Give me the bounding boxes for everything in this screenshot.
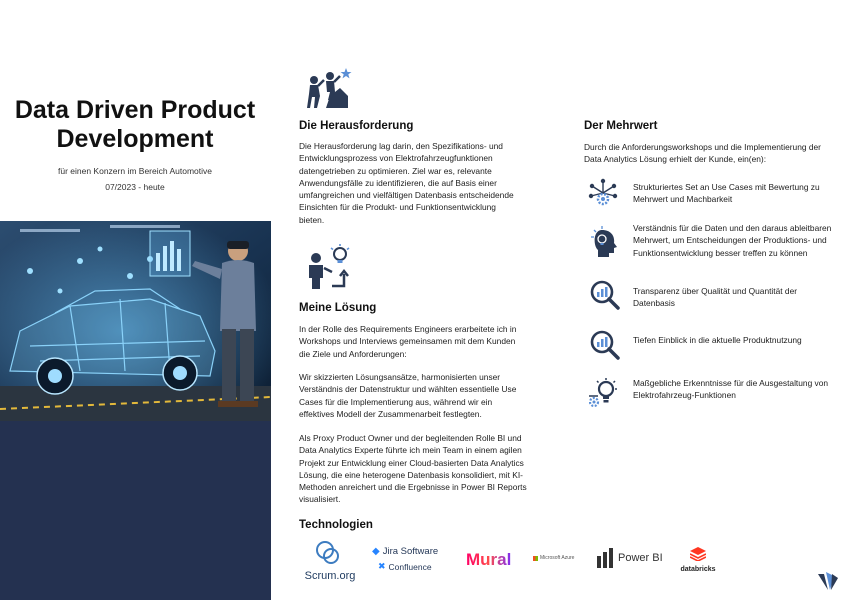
azure-logo: [533, 555, 585, 561]
challenge-heading: Die Herausforderung: [299, 120, 414, 132]
solution-paragraph-3: Als Proxy Product Owner und der begleitenden Rolle BI und Data Analytics Experte führte ich mein Team in einem agilen Projekt zur Entwicklung einer Cloud-basierten Data Analytics Lösung, die eine heterogene Datenbasis konsolidiert, mit KI-Methoden anreichert und die Ergebnisse in Power BI Reports visualisiert.: [299, 433, 527, 505]
value-intro: Durch die Anforderungsworkshops und die Implementierung der Data Analytics Lösung erhielt der Kunde, ein(en):: [584, 142, 821, 165]
magnifier-chart-icon: [590, 330, 620, 360]
mural-logo-text: Mural: [466, 550, 512, 569]
title-line-2: Development: [56, 125, 214, 153]
title-line-1: Data Driven Product: [14, 96, 256, 124]
value-item-1: Strukturiertes Set an Use Cases mit Bewertung zu Mehrwert und Machbarkeit: [633, 182, 820, 205]
power-bi-logo-text: Power BI: [618, 552, 663, 564]
subtitle: für einen Konzern im Bereich Automotive: [57, 166, 213, 176]
head-lightbulb-icon: [590, 226, 620, 256]
solution-paragraph-1: In der Rolle des Requirements Engineers erarbeitete ich in Workshops und Interviews gemeinsamen mit dem Kunden die Ziele und Anforderungen:: [299, 324, 517, 359]
page-title: [0, 96, 270, 154]
microsoft-icon: [533, 556, 538, 561]
person-idea-icon: [302, 244, 352, 290]
confluence-logo-text: Confluence: [388, 561, 432, 572]
value-item-5: Maßgebliche Erkenntnisse für die Ausgestaltung von Elektrofahrzeug-Funktionen: [633, 378, 829, 401]
team-climbing-icon: [300, 66, 352, 110]
solution-heading: Meine Lösung: [299, 302, 377, 314]
technologies-heading: Technologien: [299, 519, 373, 531]
hero-image-car-hologram: [0, 221, 271, 421]
period: 07/2023 - heute: [105, 182, 165, 192]
power-bi-logo: [596, 548, 666, 568]
mural-logo: [466, 549, 522, 569]
atlassian-logos: [372, 546, 452, 572]
scrum-logo-text: Scrum.org: [304, 570, 356, 582]
jira-logo: [372, 546, 452, 557]
value-item-4: Tiefen Einblick in die aktuelle Produktnutzung: [633, 335, 802, 345]
brand-mark-icon: [816, 570, 840, 592]
azure-logo-text: Microsoft Azure: [540, 555, 575, 561]
navy-panel: [0, 421, 271, 600]
scrum-org-logo: [297, 541, 363, 581]
value-heading: Der Mehrwert: [584, 120, 658, 132]
databricks-icon: [690, 547, 706, 561]
network-gear-icon: [588, 178, 618, 208]
confluence-icon: ✖: [378, 561, 386, 571]
jira-logo-text: Jira Software: [382, 546, 439, 557]
jira-icon: ◆: [372, 546, 380, 557]
lightbulb-gear-icon: [589, 378, 619, 408]
power-bi-icon: [596, 548, 614, 568]
magnifier-chart-icon: [590, 280, 620, 310]
databricks-logo: [676, 547, 720, 573]
value-item-2: Verständnis für die Daten und den daraus ableitbaren Mehrwert, um Entscheidungen der Produktions- und Funktionsentwicklung besser treffen zu können: [633, 223, 832, 258]
databricks-logo-text: databricks: [680, 566, 716, 573]
challenge-text: Die Herausforderung lag darin, den Spezifikations- und Entwicklungsprozess von Elektrofahrzeugfunktionen datengetrieben zu optimieren. Ziel war es, relevante Anwendungsfälle zu identifizieren, die auf Basis einer umfangreichen und vielfältigen Datenbasis entscheidende Einsichten für die Produkt- und Funktionsentwicklung bieten.: [299, 141, 514, 225]
solution-paragraph-2: Wir skizzierten Lösungsansätze, harmonisierten unser Verständnis der Datenstruktur und wählten essentielle Use Cases für die Implementierung aus, während wir ein effektives Modell der Zusammenarbeit festlegten.: [299, 372, 517, 419]
confluence-logo: [372, 561, 452, 572]
value-item-3: Transparenz über Qualität und Quantität der Datenbasis: [633, 286, 798, 309]
